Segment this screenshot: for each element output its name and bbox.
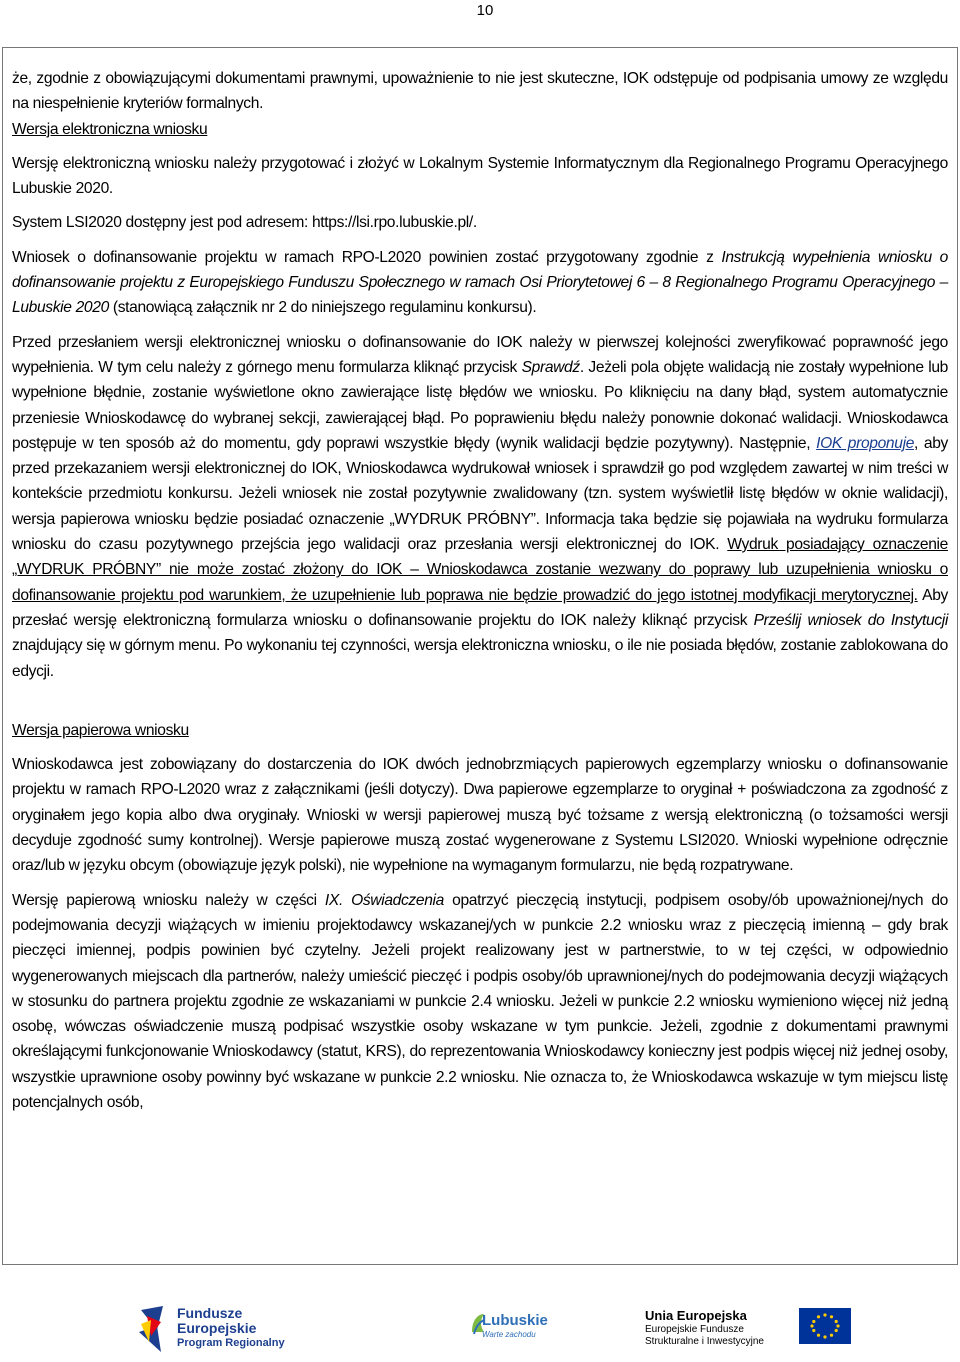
lubuskie-logo [470, 1308, 560, 1348]
text-run: , aby przed przekazaniem wersji elektronicznej do IOK, Wnioskodawca wydrukował wniosek i sprawdził go pod względem zawartej w nim treści w kontekście przedmiotu konkursu. Jeżeli wniosek nie został pozytywnie zwalidowany (tzn. system wyświetlił listę błędów w oknie walidacji), wersja papierowa wniosku będzie posiadać oznaczenie „WYDRUK PRÓBNY”. Informacja taka będzie się pojawiała na wydruku formularza wniosku do czasu pozytywnego przejścia jego walidacji oraz przesłania wersji elektronicznej do IOK. [12, 434, 949, 554]
paragraph-instruction [12, 245, 948, 321]
footer-logos [0, 1290, 960, 1362]
paragraph-lsi-address: System LSI2020 dostępny jest pod adresem: https://lsi.rpo.lubuskie.pl/. [12, 214, 477, 232]
button-name-sprawdz: Sprawdź [521, 358, 580, 376]
section-name-oswiadczenia: IX. Oświadczenia [324, 891, 444, 909]
eu-flag-icon [799, 1308, 851, 1344]
eu-logo [645, 1304, 845, 1360]
fe-line2: Europejskie [177, 1320, 257, 1336]
text-run: Wersję papierową wniosku należy w części [12, 891, 325, 909]
underlined-warning: Wydruk posiadający oznaczenie „WYDRUK PRÓBNY” nie może zostać złożony do IOK – Wnioskodawca zostanie wezwany do poprawy lub uzupełnienia wniosku o dofinansowanie projektu pod warunkiem, że uzupełnienie lub poprawa nie będzie prowadzić do jego istotnej modyfikacji merytorycznej. [12, 536, 948, 604]
paragraph-paper-copies: Wnioskodawca jest zobowiązany do dostarczenia do IOK dwóch jednobrzmiących papierowych egzemplarzy wniosku o dofinansowanie projektu w ramach RPO-L2020 wraz z załącznikami (jeśli dotyczy). Dwa papierowe egzemplarze to oryginał + poświadczona za zgodność z oryginałem jego kopia albo dwa oryginały. Wnioski w wersji papierowej muszą być tożsame z wersją elektroniczną (o tożsamości wersji decyduje zgodność sumy kontrolnej). Wersje papierowe muszą zostać wygenerowane z Systemu LSI2020. Wnioski wypełnione odręcznie oraz/lub w języku obcym (obowiązuje język polski), nie wypełnione na wymaganym formularzu, nie będą rozpatrywane. [12, 756, 948, 875]
paragraph-continuation: że, zgodnie z obowiązującymi dokumentami prawnymi, upoważnienie to nie jest skuteczne, IOK odstępuje od podpisania umowy ze względu na niespełnienie kryteriów formalnych. [12, 70, 948, 113]
text-run: opatrzyć pieczęcią instytucji, podpisem osoby/ób upoważnionej/nych do podejmowania decyzji wiążących w imieniu projektodawcy wskazanej/ych w punkcie 2.2 wniosku wraz z pieczęcią imienną – gdy brak pieczęci imiennej, podpis powinien być czytelny. Jeżeli projekt realizowany jest w partnerstwie, to w tej części, w odpowiednio wygenerowanych miejscach dla partnerów, należy umieścić pieczęć i podpis osoby/ób uprawnionej/nych do podejmowania decyzji wiążących w stosunku do partnera projektu zgodnie ze wskazaniami w punkcie 2.4 wniosku. Jeżeli w punkcie 2.2 wniosku wymieniono więcej niż jedną osobę, wówczas oświadczenie muszą podpisać wszystkie osoby wskazane w tym punkcie. Jeżeli, zgodnie z dokumentami prawnymi określającymi funkcjonowanie Wnioskodawcy (statut, KRS), do reprezentowania Wnioskodawcy konieczny jest podpis więcej niż jednej osoby, wszystkie uprawnione osoby powinny być wskazane w punkcie 2.2 wniosku. Nie oznacza to, że Wnioskodawca wskazuje w tym miejscu listę potencjalnych osób, [12, 891, 948, 1111]
button-name-przeslij: Prześlij wniosek do Instytucji [753, 611, 948, 629]
text-run: Przed przesłaniem wersji elektronicznej wniosku o dofinansowanie do IOK należy w pierwszej kolejności zweryfikować poprawność jego wypełnienia. W tym celu należy z górnego menu formularza kliknąć przycisk [12, 333, 948, 376]
iok-proponuje-link[interactable]: IOK proponuje [816, 434, 915, 452]
fe-line3: Program Regionalny [177, 1337, 285, 1349]
fe-star-icon [135, 1302, 169, 1360]
lubuskie-name: Lubuskie [482, 1312, 548, 1329]
text-run: Wniosek o dofinansowanie projektu w ramach RPO-L2020 powinien zostać przygotowany zgodnie z [12, 248, 722, 266]
text-run: znajdujący się w górnym menu. Po wykonaniu tej czynności, wersja elektroniczna wniosku, o ile nie posiada błędów, zostanie zablokowana do edycji. [12, 637, 948, 680]
document-body [12, 66, 948, 1115]
text-run: . Jeżeli pola objęte walidacją nie zostały wypełnione lub wypełnione błędnie, zostanie wyświetlone okno zawierające listę błędów we wniosku. Po kliknięciu na dany błąd, system automatycznie przeniesie Wnioskodawcę do wybranej sekcji, zawierającej błąd. Po poprawieniu błędu należy ponownie dokonać walidacji. Wnioskodawca postępuje w ten sposób aż do momentu, gdy poprawi wszystkie błędy (wynik walidacji będzie pozytywny). Następnie, [12, 358, 949, 452]
text-run: Aby przesłać wersję elektroniczną formularza wniosku o dofinansowanie projektu do IOK należy kliknąć przycisk [12, 586, 948, 629]
text-run: (stanowiącą załącznik nr 2 do niniejszego regulaminu konkursu). [108, 299, 537, 317]
eu-line2: Europejskie Fundusze [645, 1324, 744, 1335]
section-heading-electronic: Wersja elektroniczna wniosku [12, 120, 208, 138]
fundusze-europejskie-logo [135, 1302, 295, 1360]
lubuskie-tagline: Warte zachodu [482, 1330, 536, 1339]
paragraph-validation [12, 330, 948, 684]
fe-line1: Fundusze [177, 1305, 243, 1321]
instruction-title: Instrukcją wypełnienia wniosku o dofinansowanie projektu z Europejskiego Funduszu Społecznego w ramach Osi Priorytetowej 6 – 8 Regionalnego Programu Operacyjnego – Lubuskie 2020 [12, 248, 948, 317]
eu-line1: Unia Europejska [645, 1308, 747, 1323]
eu-line3: Strukturalne i Inwestycyjne [645, 1336, 764, 1347]
paragraph-lsi: Wersję elektroniczną wniosku należy przygotować i złożyć w Lokalnym Systemie Informatycznym dla Regionalnego Programu Operacyjnego Lubuskie 2020. [12, 154, 948, 198]
section-heading-paper: Wersja papierowa wniosku [12, 721, 189, 739]
page-number: 10 [476, 2, 494, 19]
paragraph-signatures [12, 888, 948, 1116]
